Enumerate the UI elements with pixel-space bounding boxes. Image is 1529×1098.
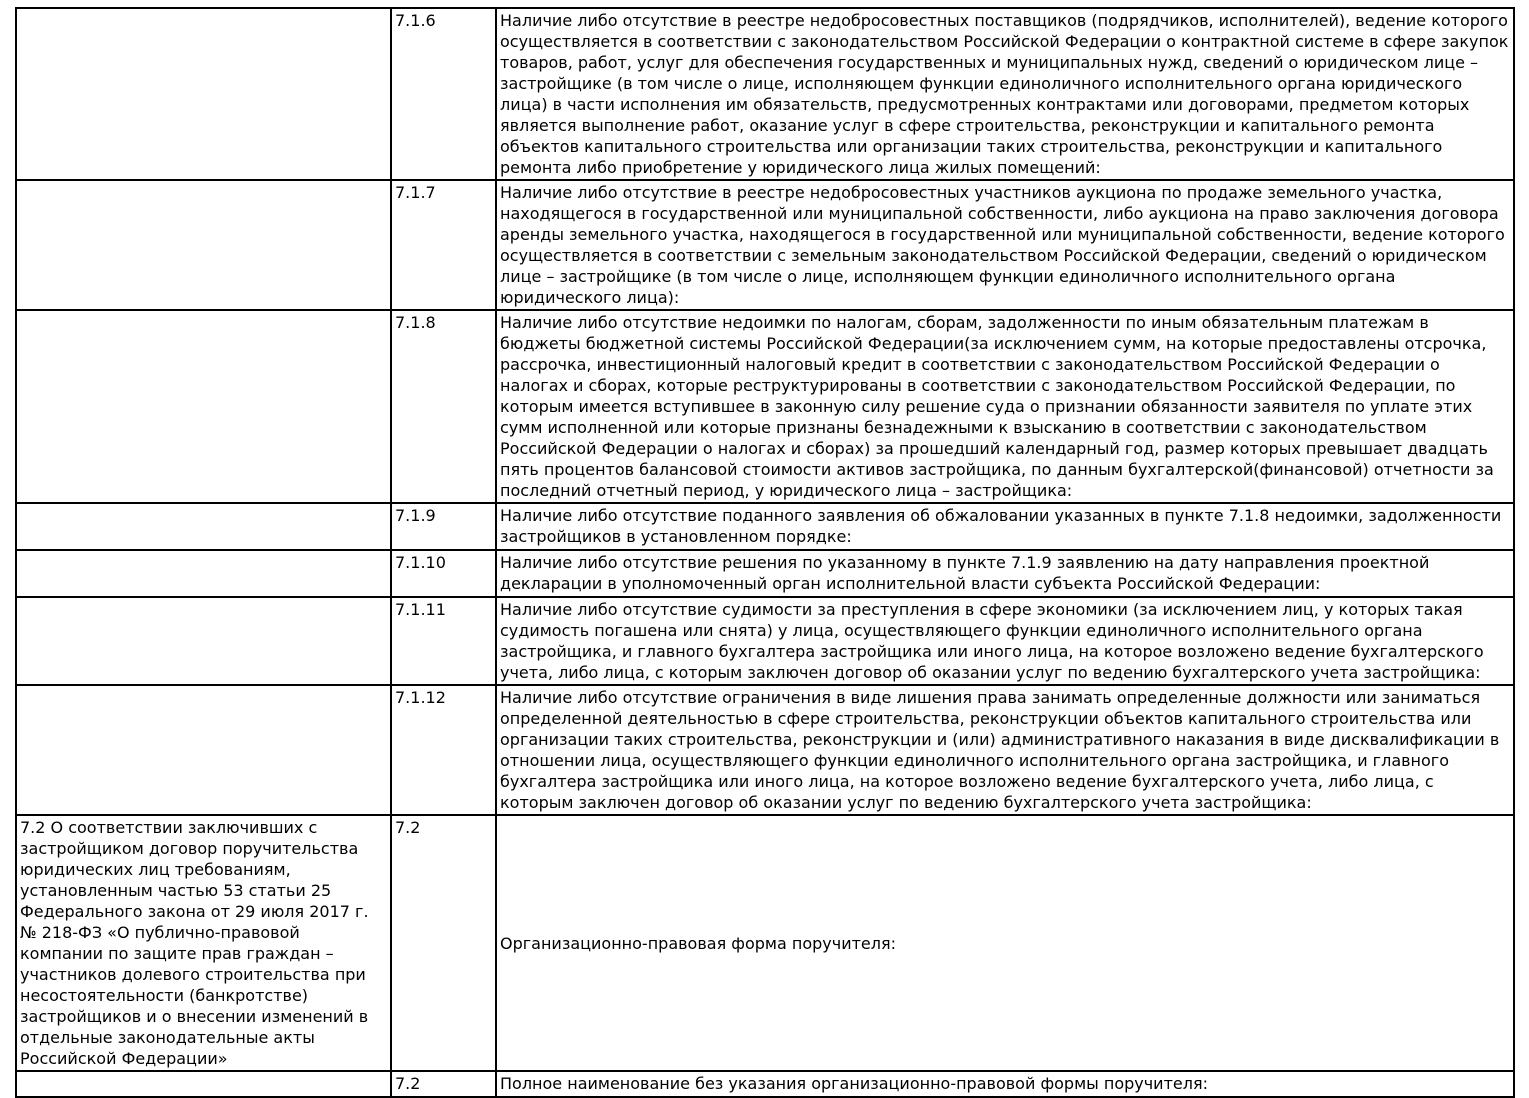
table-row xyxy=(16,310,1514,503)
item-number-cell: 7.1.7 xyxy=(391,180,496,310)
section-cell xyxy=(16,685,391,815)
item-number-cell: 7.1.6 xyxy=(391,8,496,180)
item-number-cell: 7.1.8 xyxy=(391,310,496,503)
section-cell xyxy=(16,597,391,685)
item-number-cell: 7.1.10 xyxy=(391,550,496,597)
table-row xyxy=(16,550,1514,597)
requirement-cell: Наличие либо отсутствие решения по указанному в пункте 7.1.9 заявлению на дату направления проектной декларации в уполномоченный орган исполнительной власти субъекта Российской Федерации: xyxy=(496,550,1514,597)
requirement-cell: Наличие либо отсутствие в реестре недобросовестных поставщиков (подрядчиков, исполнителей), ведение которого осуществляется в соответствии с законодательством Российской Федерации о контрактной системе в сфере закупок товаров, работ, услуг для обеспечения государственных и муниципальных нужд, сведений о юридическом лице – застройщике (в том числе о лице, исполняющем функции единоличного исполнительного органа юридического лица) в части исполнения им обязательств, предусмотренных контрактами или договорами, предметом которых является выполнение работ, оказание услуг в сфере строительства, реконструкции и капитального ремонта объектов капитального строительства или организации таких строительства, реконструкции и капитального ремонта либо приобретение у юридического лица жилых помещений: xyxy=(496,8,1514,180)
table-row xyxy=(16,815,1514,1071)
item-number-cell: 7.2 xyxy=(391,1071,496,1097)
item-number-cell: 7.2 xyxy=(391,815,496,1071)
requirement-cell: Организационно-правовая форма поручителя: xyxy=(496,815,1514,1071)
requirement-cell: Наличие либо отсутствие в реестре недобросовестных участников аукциона по продаже земельного участка, находящегося в государственной или муниципальной собственности, либо аукциона на право заключения договора аренды земельного участка, находящегося в государственной или муниципальной собственности, ведение которого осуществляется в соответствии с земельным законодательством Российской Федерации, сведений о юридическом лице – застройщике (в том числе о лице, исполняющем функции единоличного исполнительного органа юридического лица): xyxy=(496,180,1514,310)
table-row xyxy=(16,180,1514,310)
section-cell xyxy=(16,8,391,180)
section-cell xyxy=(16,503,391,550)
table-row xyxy=(16,8,1514,180)
requirement-cell: Полное наименование без указания организационно-правовой формы поручителя: xyxy=(496,1071,1514,1097)
section-cell xyxy=(16,180,391,310)
item-number-cell: 7.1.9 xyxy=(391,503,496,550)
table-row xyxy=(16,1071,1514,1097)
table-row xyxy=(16,597,1514,685)
table-row xyxy=(16,685,1514,815)
section-cell xyxy=(16,310,391,503)
section-cell: 7.2 О соответствии заключивших с застройщиком договор поручительства юридических лиц требованиям, установленным частью 53 статьи 25 Федерального закона от 29 июля 2017 г. № 218-ФЗ «О публично-правовой компании по защите прав граждан – участников долевого строительства при несостоятельности (банкротстве) застройщиков и о внесении изменений в отдельные законодательные акты Российской Федерации» xyxy=(16,815,391,1071)
requirement-cell: Наличие либо отсутствие недоимки по налогам, сборам, задолженности по иным обязательным платежам в бюджеты бюджетной системы Российской Федерации(за исключением сумм, на которые предоставлены отсрочка, рассрочка, инвестиционный налоговый кредит в соответствии с законодательством Российской Федерации о налогах и сборах, которые реструктурированы в соответствии с законодательством Российской Федерации, по которым имеется вступившее в законную силу решение суда о признании обязанности заявителя по уплате этих сумм исполненной или которые признаны безнадежными к взысканию в соответствии с законодательством Российской Федерации о налогах и сборах) за прошедший календарный год, размер которых превышает двадцать пять процентов балансовой стоимости активов застройщика, по данным бухгалтерской(финансовой) отчетности за последний отчетный период, у юридического лица – застройщика: xyxy=(496,310,1514,503)
section-cell xyxy=(16,1071,391,1097)
section-cell xyxy=(16,550,391,597)
project-declaration-table xyxy=(15,7,1515,1098)
item-number-cell: 7.1.11 xyxy=(391,597,496,685)
requirement-cell: Наличие либо отсутствие поданного заявления об обжаловании указанных в пункте 7.1.8 недоимки, задолженности застройщиков в установленном порядке: xyxy=(496,503,1514,550)
requirement-cell: Наличие либо отсутствие судимости за преступления в сфере экономики (за исключением лиц, у которых такая судимость погашена или снята) у лица, осуществляющего функции единоличного исполнительного органа застройщика, и главного бухгалтера застройщика или иного лица, на которое возложено ведение бухгалтерского учета, либо лица, с которым заключен договор об оказании услуг по ведению бухгалтерского учета застройщика: xyxy=(496,597,1514,685)
requirement-cell: Наличие либо отсутствие ограничения в виде лишения права занимать определенные должности или заниматься определенной деятельностью в сфере строительства, реконструкции объектов капитального строительства или организации таких строительства, реконструкции и (или) административного наказания в виде дисквалификации в отношении лица, осуществляющего функции единоличного исполнительного органа застройщика, и главного бухгалтера застройщика или иного лица, на которое возложено ведение бухгалтерского учета, либо лица, с которым заключен договор об оказании услуг по ведению бухгалтерского учета застройщика: xyxy=(496,685,1514,815)
table-row xyxy=(16,503,1514,550)
item-number-cell: 7.1.12 xyxy=(391,685,496,815)
table-body xyxy=(16,8,1514,1097)
